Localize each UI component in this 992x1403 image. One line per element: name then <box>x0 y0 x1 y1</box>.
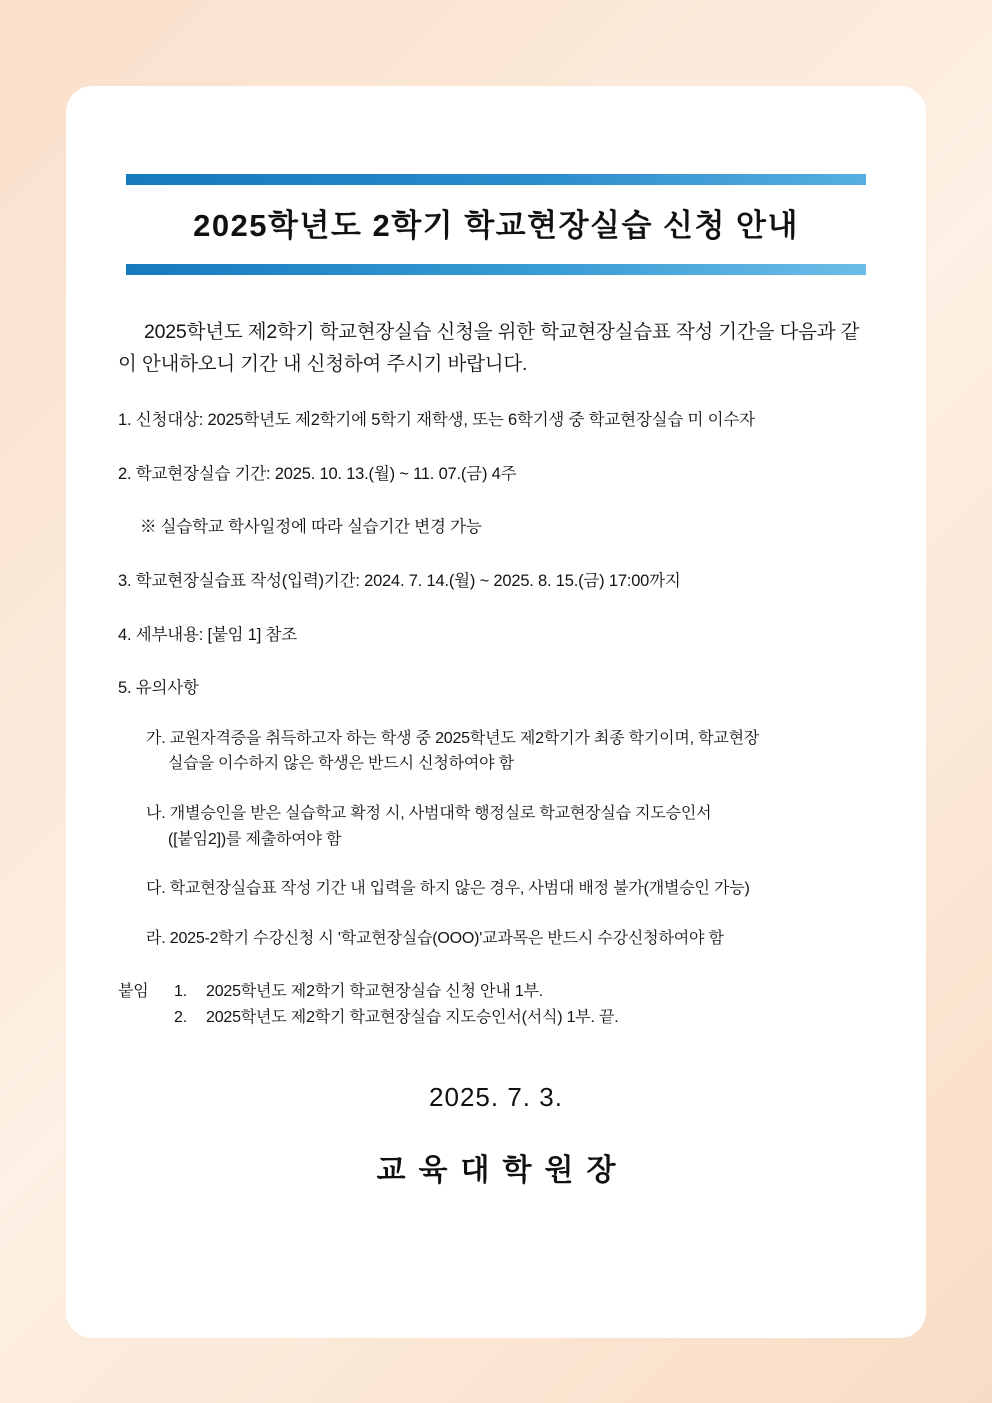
title-block <box>118 174 874 275</box>
title-bottom-rule <box>126 264 866 275</box>
attachment-block <box>118 979 874 1030</box>
sub-item-ga-line1: 가. 교원자격증을 취득하고자 하는 학생 중 2025학년도 제2학기가 최종 학기이며, 학교현장 <box>146 729 760 747</box>
list-item-5: 5. 유의사항 <box>118 679 199 698</box>
sub-item-ga <box>146 726 874 777</box>
sub-item-na-line1: 나. 개별승인을 받은 실습학교 확정 시, 사범대학 행정실로 학교현장실습 지도승인서 <box>146 804 712 822</box>
attachment-text-1: 2025학년도 제2학기 학교현장실습 신청 안내 1부. <box>206 983 544 1001</box>
sub-item-ra-line1: 라. 2025-2학기 수강신청 시 '학교현장실습(OOO)'교과목은 반드시 수강신청하여야 함 <box>146 929 724 947</box>
attachment-label: 붙임 <box>118 983 149 1001</box>
list-item-1: 1. 신청대상: 2025학년도 제2학기에 5학기 재학생, 또는 6학기생 중 학교현장실습 미 이수자 <box>118 411 755 430</box>
attachment-row-1 <box>118 979 874 1005</box>
sub-item-na <box>146 801 874 852</box>
sub-item-ra <box>146 926 874 952</box>
attachment-num-1: 1. <box>174 983 187 1001</box>
document-body <box>66 86 926 1338</box>
title-top-rule <box>126 174 866 185</box>
list-item-note: ※ 실습학교 학사일정에 따라 실습기간 변경 가능 <box>140 518 482 537</box>
lead-paragraph <box>118 317 874 380</box>
document-page <box>66 86 926 1338</box>
attachment-num-2: 2. <box>174 1008 187 1026</box>
sub-item-ga-line2: 실습을 이수하지 않은 학생은 반드시 신청하여야 함 <box>168 755 514 773</box>
sub-item-da-line1: 다. 학교현장실습표 작성 기간 내 입력을 하지 않은 경우, 사범대 배정 불가(개별승인 가능) <box>146 880 750 898</box>
lead-text: 2025학년도 제2학기 학교현장실습 신청을 위한 학교현장실습표 작성 기간을 다음과 같이 안내하오니 기간 내 신청하여 주시기 바랍니다. <box>118 321 860 375</box>
attachment-row-2 <box>118 1005 874 1031</box>
list-item-2: 2. 학교현장실습 기간: 2025. 10. 13.(월) ~ 11. 07.(금) 4주 <box>118 464 517 483</box>
issue-date: 2025. 7. 3. <box>429 1082 563 1113</box>
sub-item-na-line2: ([붙임2])를 제출하여야 함 <box>168 830 342 848</box>
signer-title: 교육대학원장 <box>376 1154 629 1188</box>
list-item-4: 4. 세부내용: [붙임 1] 참조 <box>118 625 297 644</box>
attachment-text-2: 2025학년도 제2학기 학교현장실습 지도승인서(서식) 1부. 끝. <box>206 1008 619 1026</box>
page-title: 2025학년도 2학기 학교현장실습 신청 안내 <box>193 208 799 243</box>
list-item-3: 3. 학교현장실습표 작성(입력)기간: 2024. 7. 14.(월) ~ 2025. 8. 15.(금) 17:00까지 <box>118 572 681 591</box>
sub-item-da <box>146 876 874 902</box>
